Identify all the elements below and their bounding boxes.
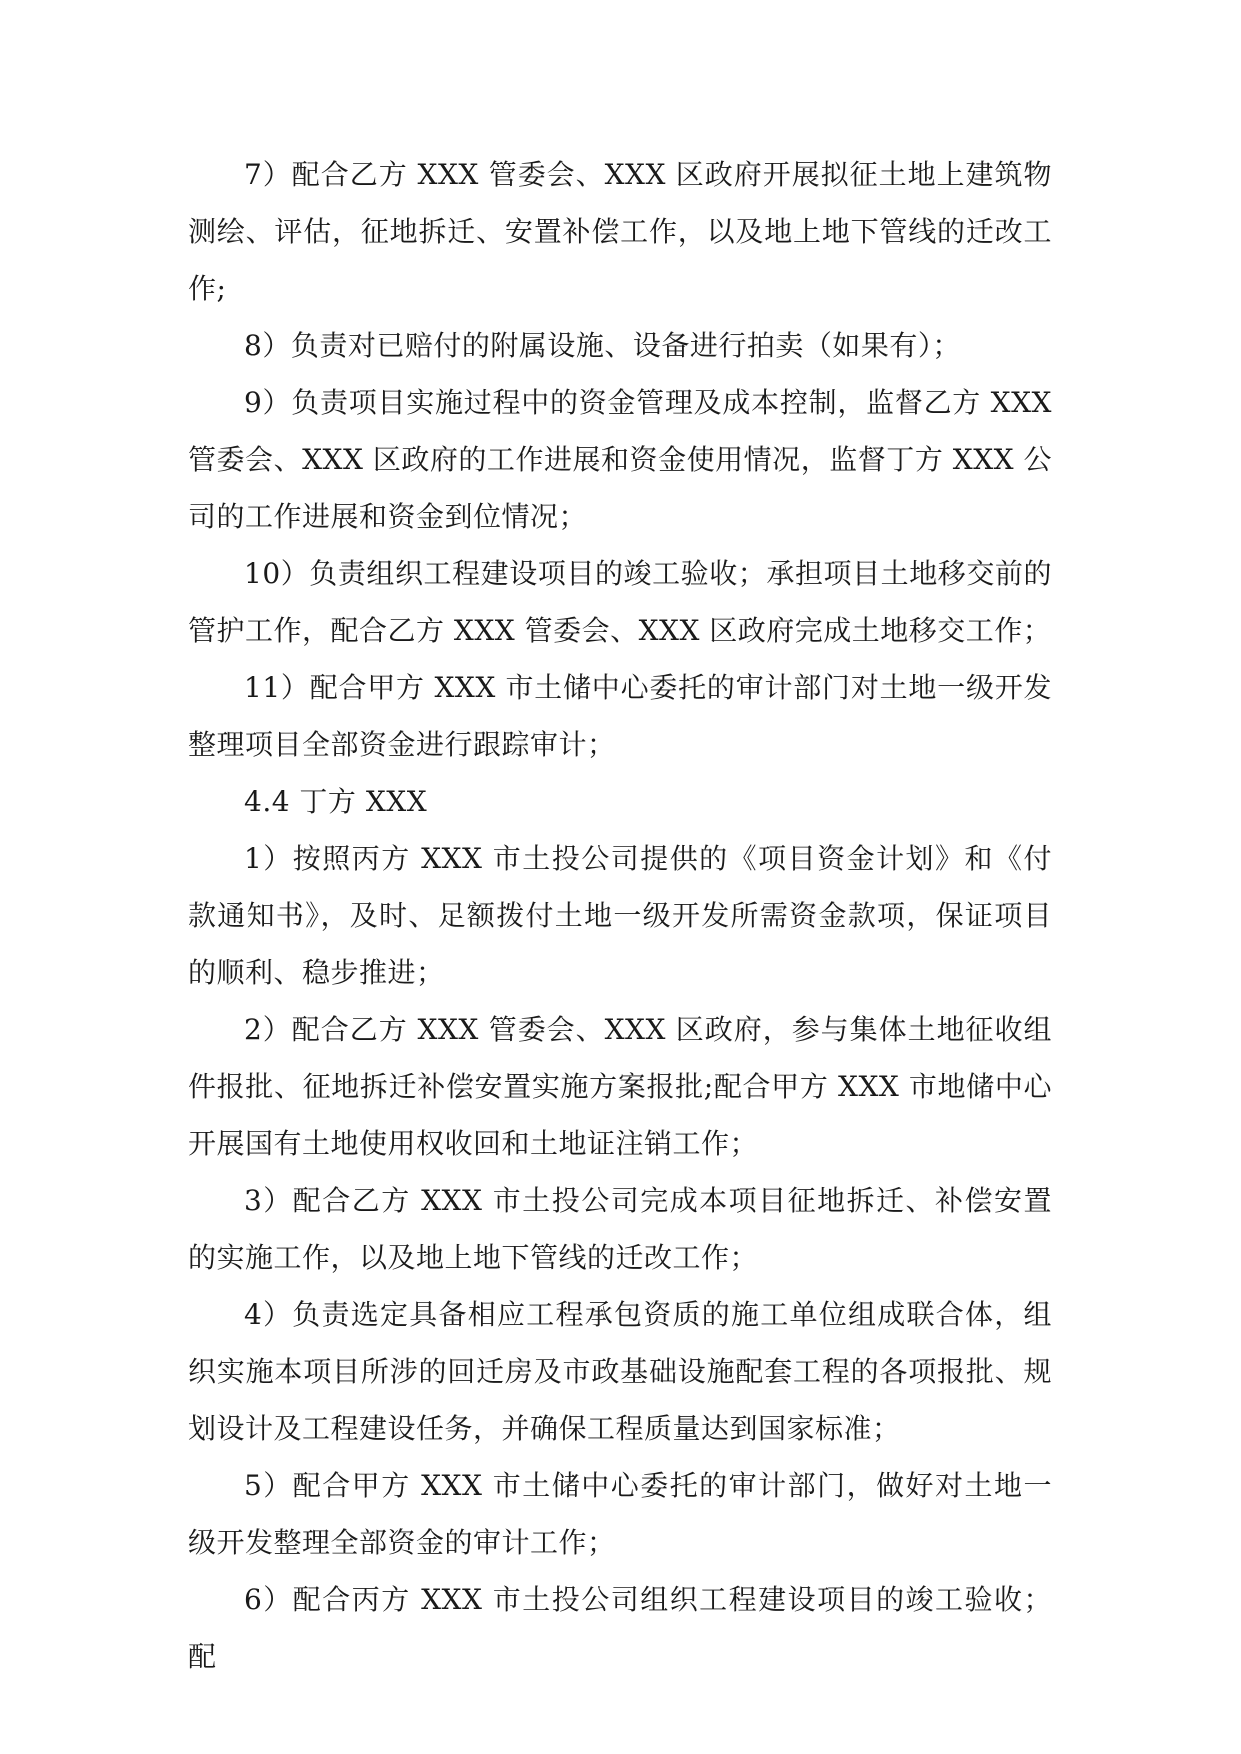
document-body xyxy=(188,146,1052,1685)
paragraph-item-4: 4）负责选定具备相应工程承包资质的施工单位组成联合体，组织实施本项目所涉的回迁房及市政基础设施配套工程的各项报批、规划设计及工程建设任务，并确保工程质量达到国家标准； xyxy=(188,1298,1052,1445)
paragraph-item-8: 8）负责对已赔付的附属设施、设备进行拍卖（如果有）； xyxy=(244,329,961,362)
paragraph-item-11: 11）配合甲方 XXX 市土储中心委托的审计部门对土地一级开发整理项目全部资金进行跟踪审计； xyxy=(188,671,1052,761)
paragraph-item-3: 3）配合乙方 XXX 市土投公司完成本项目征地拆迁、补偿安置的实施工作，以及地上地下管线的迁改工作； xyxy=(188,1184,1052,1274)
paragraph-item-2: 2）配合乙方 XXX 管委会、XXX 区政府，参与集体土地征收组件报批、征地拆迁补偿安置实施方案报批;配合甲方 XXX 市地储中心开展国有土地使用权收回和土地证注销工作； xyxy=(188,1013,1052,1160)
paragraph-item-7: 7）配合乙方 XXX 管委会、XXX 区政府开展拟征土地上建筑物测绘、评估，征地拆迁、安置补偿工作，以及地上地下管线的迁改工作; xyxy=(188,158,1052,305)
section-heading: 4.4 丁方 XXX xyxy=(244,785,428,818)
paragraph-item-10: 10）负责组织工程建设项目的竣工验收；承担项目土地移交前的管护工作，配合乙方 XXX 管委会、XXX 区政府完成土地移交工作； xyxy=(188,557,1052,647)
paragraph-item-9: 9）负责项目实施过程中的资金管理及成本控制，监督乙方 XXX 管委会、XXX 区政府的工作进展和资金使用情况，监督丁方 XXX 公司的工作进展和资金到位情况； xyxy=(188,386,1052,533)
paragraph-item-1: 1）按照丙方 XXX 市土投公司提供的《项目资金计划》和《付款通知书》，及时、足额拨付土地一级开发所需资金款项，保证项目的顺利、稳步推进； xyxy=(188,842,1052,989)
paragraph-item-5: 5）配合甲方 XXX 市土储中心委托的审计部门，做好对土地一级开发整理全部资金的审计工作； xyxy=(188,1469,1052,1559)
paragraph-item-6: 6）配合丙方 XXX 市土投公司组织工程建设项目的竣工验收；配 xyxy=(188,1583,1052,1673)
